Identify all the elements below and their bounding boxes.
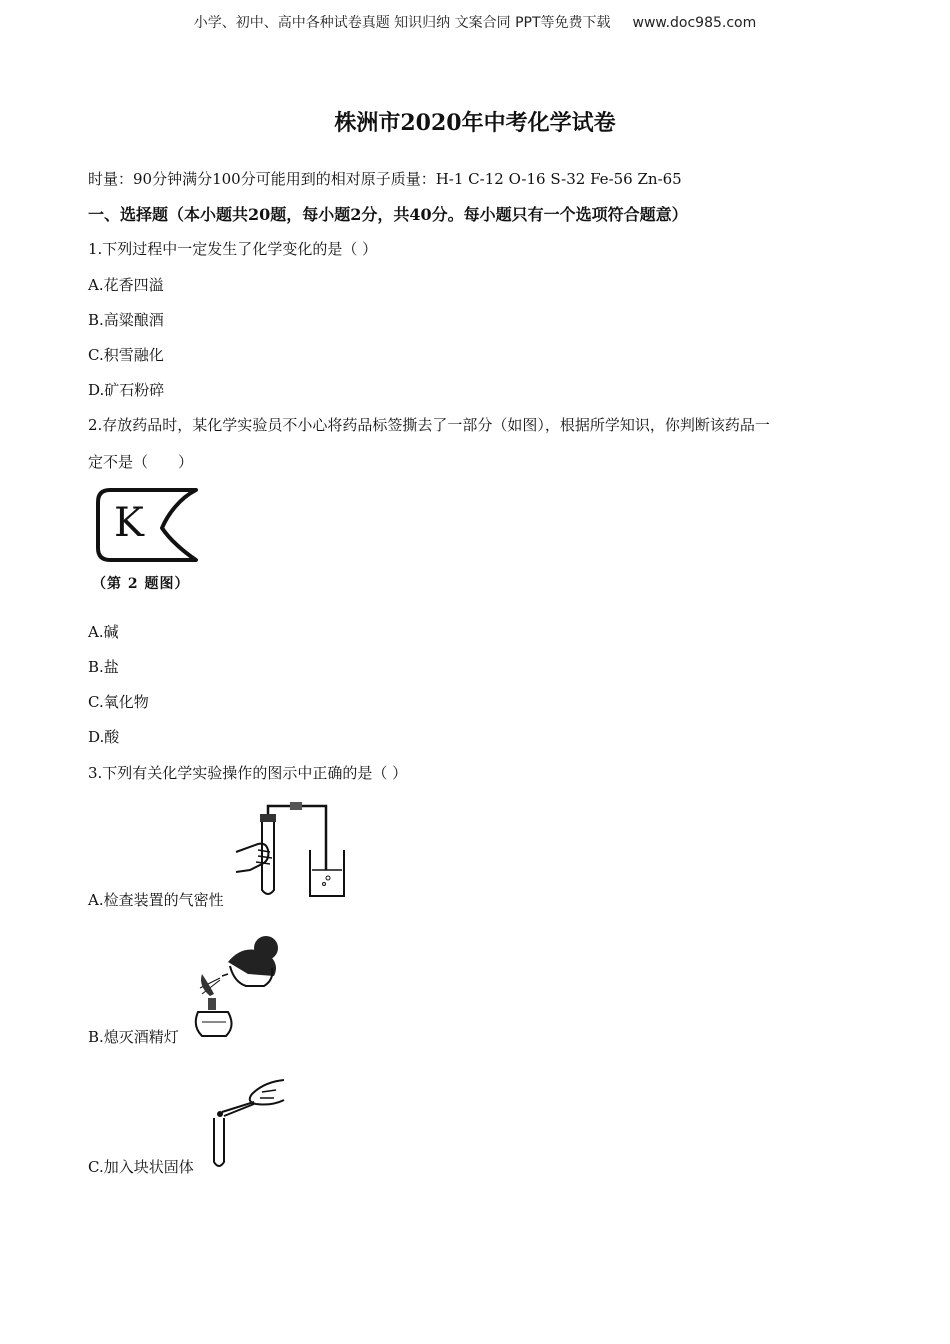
q3-figure-a <box>236 800 360 904</box>
q2-label-letter: K <box>114 500 144 546</box>
exam-info: 时量：90分钟满分100分可能用到的相对原子质量：H-1 C-12 O-16 S-32 Fe-56 Zn-65 <box>88 170 682 188</box>
add-solid-tongs-icon <box>206 1074 288 1172</box>
q1-option-d: D.矿石粉碎 <box>88 381 165 399</box>
q1-option-a: A.花香四溢 <box>88 276 164 294</box>
alcohol-lamp-blowing-icon <box>188 936 284 1042</box>
q2-option-b: B.盐 <box>88 658 119 676</box>
q2-option-d: D.酸 <box>88 728 120 746</box>
page-header <box>0 12 950 32</box>
q3-option-c: C.加入块状固体 <box>88 1158 194 1176</box>
q2-stem-line1: 2.存放药品时，某化学实验员不小心将药品标签撕去了一部分（如图），根据所学知识，你判断该药品一 <box>88 416 770 434</box>
q2-option-a: A.碱 <box>88 623 119 641</box>
header-site[interactable]: www.doc985.com <box>632 15 757 31</box>
q3-option-a: A.检查装置的气密性 <box>88 891 224 909</box>
q1-option-b: B.高粱酿酒 <box>88 311 164 329</box>
q2-label-figure <box>96 488 200 564</box>
section-heading: 一、选择题（本小题共20题，每小题2分，共40分。每小题只有一个选项符合题意） <box>88 205 688 224</box>
q3-option-b: B.熄灭酒精灯 <box>88 1028 179 1046</box>
q3-figure-b <box>188 936 284 1042</box>
q2-figure-caption: （第 2 题图） <box>92 576 190 592</box>
q2-option-c: C.氧化物 <box>88 693 149 711</box>
q1-stem: 1.下列过程中一定发生了化学变化的是（ ） <box>88 240 378 258</box>
q2-stem-line2: 定不是（ ） <box>88 453 194 471</box>
torn-label-icon <box>96 488 200 564</box>
q1-option-c: C.积雪融化 <box>88 346 164 364</box>
page-title: 株洲市2020年中考化学试卷 <box>334 110 616 136</box>
q3-stem: 3.下列有关化学实验操作的图示中正确的是（ ） <box>88 764 408 782</box>
airtightness-apparatus-icon <box>236 800 360 904</box>
header-text: 小学、初中、高中各种试卷真题 知识归纳 文案合同 PPT等免费下载 <box>193 15 611 31</box>
q3-figure-c <box>206 1074 288 1172</box>
